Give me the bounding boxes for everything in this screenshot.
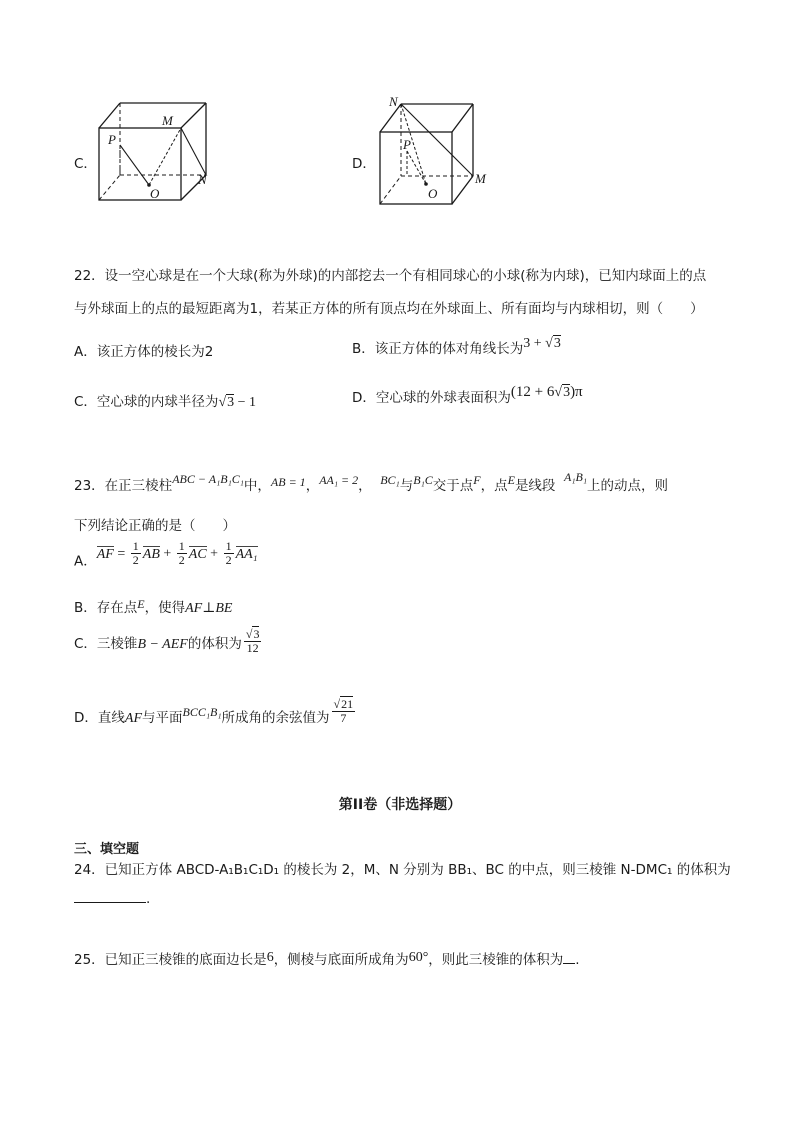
q22-d-math1: (12 + 6	[510, 384, 555, 400]
q25-pre: 25．已知正三棱锥的底面边长是	[74, 952, 267, 968]
frac-num: 21	[341, 697, 354, 711]
q25-angle: 60°	[408, 950, 429, 965]
q22-option-a: A．该正方体的棱长为2	[74, 344, 214, 360]
q23-t7: 是线段	[514, 478, 556, 494]
label-p: P	[403, 137, 411, 152]
q24-line1: 24．已知正方体 ABCD-A₁B₁C₁D₁ 的棱长为 2，M、N 分别为 BB₁、BC 的中点，则三棱锥 N-DMC₁ 的体积为	[74, 862, 731, 878]
q23-option-c: C．三棱锥B − AEF的体积为 $\frac{√3}{12}$	[74, 627, 260, 655]
frac-den: 12	[246, 641, 259, 655]
frac-den: 2	[225, 553, 232, 567]
q23-a-plus1: +	[159, 546, 175, 562]
q23-a-aa1: AA₁	[235, 546, 258, 562]
q22-b-sqrt: 3	[553, 336, 561, 351]
q23-a-ac: AC	[188, 546, 207, 562]
q25-end: .	[575, 952, 580, 968]
q22-option-d: D．空心球的外球表面积为(12 + 6√3)π	[352, 384, 583, 406]
frac-num: 1	[178, 539, 185, 553]
answer-blank[interactable]	[74, 890, 146, 903]
q23-d-mid: 与平面	[142, 710, 183, 726]
q23-line1	[74, 470, 668, 494]
q23-a-plus2: +	[206, 546, 222, 562]
q22-option-b: B．该正方体的体对角线长为3 + √3	[352, 336, 561, 357]
q22-c-text: C．空心球的内球半径为	[74, 394, 219, 410]
q23-c-label: C．三棱锥	[74, 636, 138, 652]
q22-d-sqrt: 3	[563, 385, 571, 400]
q25-line	[74, 948, 580, 968]
option-c-label: C．	[74, 156, 97, 172]
q23-f: F	[473, 473, 481, 487]
q23-option-b	[74, 596, 232, 617]
q22-option-c: C．空心球的内球半径为√3 − 1	[74, 394, 257, 410]
frac-den: 2	[132, 553, 139, 567]
q22-c-post: − 1	[234, 395, 257, 410]
q23-t8: 上的动点，则	[587, 478, 669, 494]
frac-den: 2	[178, 553, 185, 567]
label-m: M	[475, 171, 486, 186]
q23-a-af: AF	[96, 546, 114, 562]
q22-line1: 22．设一空心球是在一个大球(称为外球)的内部挖去一个有相同球心的小球(称为内球)，已知内球面上的点	[74, 268, 707, 284]
q24-line2	[74, 890, 150, 907]
q23-d-post: 所成角的余弦值为	[221, 710, 330, 726]
frac-num: 1	[132, 539, 139, 553]
q22-line2: 与外球面上的点的最短距离为1，若某正方体的所有顶点均在外球面上、所有面均与内球相切，则（ ）	[74, 301, 704, 317]
q25-six: 6	[266, 950, 274, 965]
q22-d-math2: )π	[570, 384, 583, 400]
cube-figure-c	[94, 100, 224, 210]
q23-b1c: B₁C	[413, 473, 433, 487]
q22-c-sqrt: 3	[227, 395, 235, 410]
q23-a1b1: A₁B₁	[564, 470, 588, 484]
q23-a-label: A．	[74, 553, 97, 570]
q23-t5: 交于点	[432, 478, 474, 494]
frac-den: 7	[340, 711, 347, 725]
q23-ab: AB = 1	[270, 475, 306, 489]
q22-d-text: D．空心球的外球表面积为	[352, 390, 511, 406]
section-title: 第II卷（非选择题）	[338, 797, 462, 813]
q23-t1: 中，	[243, 478, 271, 494]
answer-blank[interactable]	[563, 951, 575, 964]
q22-b-math: 3 +	[523, 336, 546, 351]
q23-number: 23．在正三棱柱	[74, 478, 173, 494]
label-n: N	[198, 172, 207, 187]
section-subtitle: 三、填空题	[74, 842, 140, 857]
q23-t6: ，点	[480, 478, 508, 494]
cube-figure-d	[372, 96, 512, 208]
q23-c-math: B − AEF	[137, 637, 188, 652]
q25-post: ，则此三棱锥的体积为	[428, 952, 564, 968]
q23-b-math: AF⊥BE	[185, 601, 233, 616]
frac-num: 3	[253, 627, 260, 641]
label-o: O	[150, 186, 160, 201]
q23-d-label: D．直线	[74, 710, 125, 726]
q23-d-af: AF	[124, 711, 143, 726]
q23-aa1: AA₁ = 2	[319, 473, 359, 487]
q23-t3: ，	[358, 478, 372, 494]
label-n: N	[389, 96, 398, 109]
q22-b-text: B．该正方体的体对角线长为	[352, 341, 524, 357]
q23-option-a	[74, 540, 258, 570]
q23-prism: ABC − A₁B₁C₁	[172, 472, 244, 486]
q23-b-e: E	[137, 597, 145, 611]
label-p: P	[108, 132, 116, 147]
q23-b-mid: ，使得	[144, 600, 186, 616]
q23-a-ab: AB	[142, 546, 160, 562]
q25-mid: ，侧棱与底面所成角为	[273, 952, 409, 968]
q23-b-label: B．存在点	[74, 600, 138, 616]
q23-bc1: BC₁	[380, 473, 400, 487]
option-d-label: D．	[352, 156, 376, 172]
label-o: O	[428, 186, 438, 201]
q23-option-d: D．直线AF与平面BCC₁B₁所成角的余弦值为 $\frac{√21}{7}$	[74, 697, 354, 726]
q23-t2: ，	[305, 478, 320, 494]
frac-num: 1	[225, 539, 232, 553]
q23-c-post: 的体积为	[187, 636, 242, 652]
q24-end: .	[146, 891, 151, 907]
q23-a-eq: =	[113, 546, 129, 562]
q23-line2: 下列结论正确的是（ ）	[74, 518, 236, 534]
q23-d-plane: BCC₁B₁	[182, 705, 222, 719]
q23-e: E	[507, 473, 515, 487]
q23-t4: 与	[399, 478, 414, 494]
label-m: M	[162, 113, 173, 128]
